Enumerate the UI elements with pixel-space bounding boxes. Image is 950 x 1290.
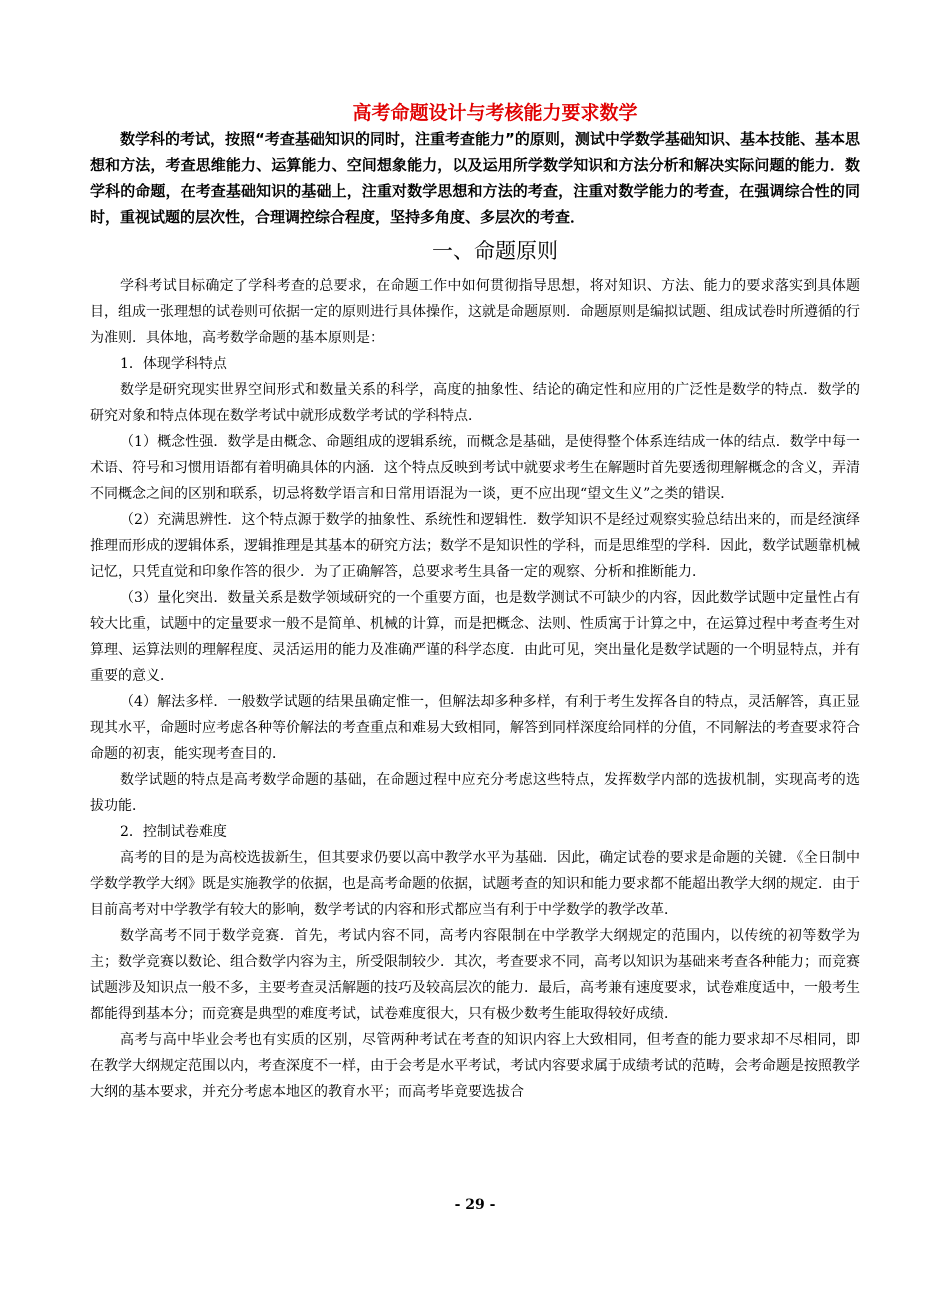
paragraph: （4）解法多样．一般数学试题的结果虽确定惟一，但解法却多种多样，有利于考生发挥各自的特点，灵活解答，真正显现其水平，命题时应考虑各种等价解法的考查重点和难易大致相同，解答到同样深度给同样的分值，不同解法的考查要求符合命题的初衷，能实现考查目的． — [90, 694, 860, 762]
section-heading: 一、命题原则 — [432, 239, 558, 263]
paragraph: （2）充满思辨性．这个特点源于数学的抽象性、系统性和逻辑性．数学知识不是经过观察实验总结出来的，而是经演绎推理而形成的逻辑体系，逻辑推理是其基本的研究方法；数学不是知识性的学科，而是思维型的学科．因此，数学试题靠机械记忆，只凭直觉和印象作答的很少．为了正确解答，总要求考生具备一定的观察、分析和推断能力． — [90, 512, 860, 580]
paragraph: 1．体现学科特点 — [120, 356, 227, 372]
paragraph: 2．控制试卷难度 — [120, 824, 227, 840]
paragraph: 数学高考不同于数学竞赛．首先，考试内容不同，高考内容限制在中学教学大纲规定的范围内，以传统的初等数学为主；数学竞赛以数论、组合数学内容为主，所受限制较少．其次，考查要求不同，高考以知识为基础来考查各种能力；而竞赛试题涉及知识点一般不多，主要考查灵活解题的技巧及较高层次的能力．最后，高考兼有速度要求，试卷难度适中，一般考生都能得到基本分；而竞赛是典型的难度考试，试卷难度很大，只有极少数考生能取得较好成绩． — [90, 928, 860, 1022]
page-number: - 29 - — [454, 1197, 496, 1213]
paragraph: 数学试题的特点是高考数学命题的基础，在命题过程中应充分考虑这些特点，发挥数学内部的选拔机制，实现高考的选拔功能． — [90, 772, 860, 814]
paragraph: 学科考试目标确定了学科考查的总要求，在命题工作中如何贯彻指导思想，将对知识、方法、能力的要求落实到具体题目，组成一张理想的试卷则可依据一定的原则进行具体操作，这就是命题原则．命题原则是编拟试题、组成试卷时所遵循的行为准则．具体地，高考数学命题的基本原则是： — [90, 278, 860, 346]
body-text — [90, 273, 860, 1105]
paragraph: 高考的目的是为高校选拔新生，但其要求仍要以高中教学水平为基础．因此，确定试卷的要求是命题的关键．《全日制中学数学教学大纲》既是实施教学的依据，也是高考命题的依据，试题考查的知识和能力要求都不能超出教学大纲的规定．由于目前高考对中学教学有较大的影响，数学考试的内容和形式都应当有利于中学数学的教学改革． — [90, 850, 860, 918]
paragraph: 数学是研究现实世界空间形式和数量关系的科学，高度的抽象性、结论的确定性和应用的广泛性是数学的特点．数学的研究对象和特点体现在数学考试中就形成数学考试的学科特点． — [90, 382, 860, 424]
intro-paragraph: 数学科的考试，按照“考查基础知识的同时，注重考查能力”的原则，测试中学数学基础知识、基本技能、基本思想和方法，考查思维能力、运算能力、空间想象能力，以及运用所学数学知识和方法分析和解决实际问题的能力．数学科的命题，在考查基础知识的基础上，注重对数学思想和方法的考查，注重对数学能力的考查，在强调综合性的同时，重视试题的层次性，合理调控综合程度，坚持多角度、多层次的考查． — [90, 130, 860, 226]
paragraph: （1）概念性强．数学是由概念、命题组成的逻辑系统，而概念是基础，是使得整个体系连结成一体的结点．数学中每一术语、符号和习惯用语都有着明确具体的内涵．这个特点反映到考试中就要求考生在解题时首先要透彻理解概念的含义，弄清不同概念之间的区别和联系，切忌将数学语言和日常用语混为一谈，更不应出现“望文生义”之类的错误． — [90, 434, 860, 502]
paragraph: 高考与高中毕业会考也有实质的区别，尽管两种考试在考查的知识内容上大致相同，但考查的能力要求却不尽相同，即在教学大纲规定范围以内，考查深度不一样，由于会考是水平考试，考试内容要求属于成绩考试的范畴，会考命题是按照教学大纲的基本要求，并充分考虑本地区的教育水平；而高考毕竟要选拔合 — [90, 1032, 860, 1100]
paragraph: （3）量化突出．数量关系是数学领域研究的一个重要方面，也是数学测试不可缺少的内容，因此数学试题中定量性占有较大比重，试题中的定量要求一般不是简单、机械的计算，而是把概念、法则、性质寓于计算之中，在运算过程中考查考生对算理、运算法则的理解程度、灵活运用的能力及准确严谨的科学态度．由此可见，突出量化是数学试题的一个明显特点，并有重要的意义． — [90, 590, 860, 684]
document-title: 高考命题设计与考核能力要求数学 — [352, 102, 638, 124]
